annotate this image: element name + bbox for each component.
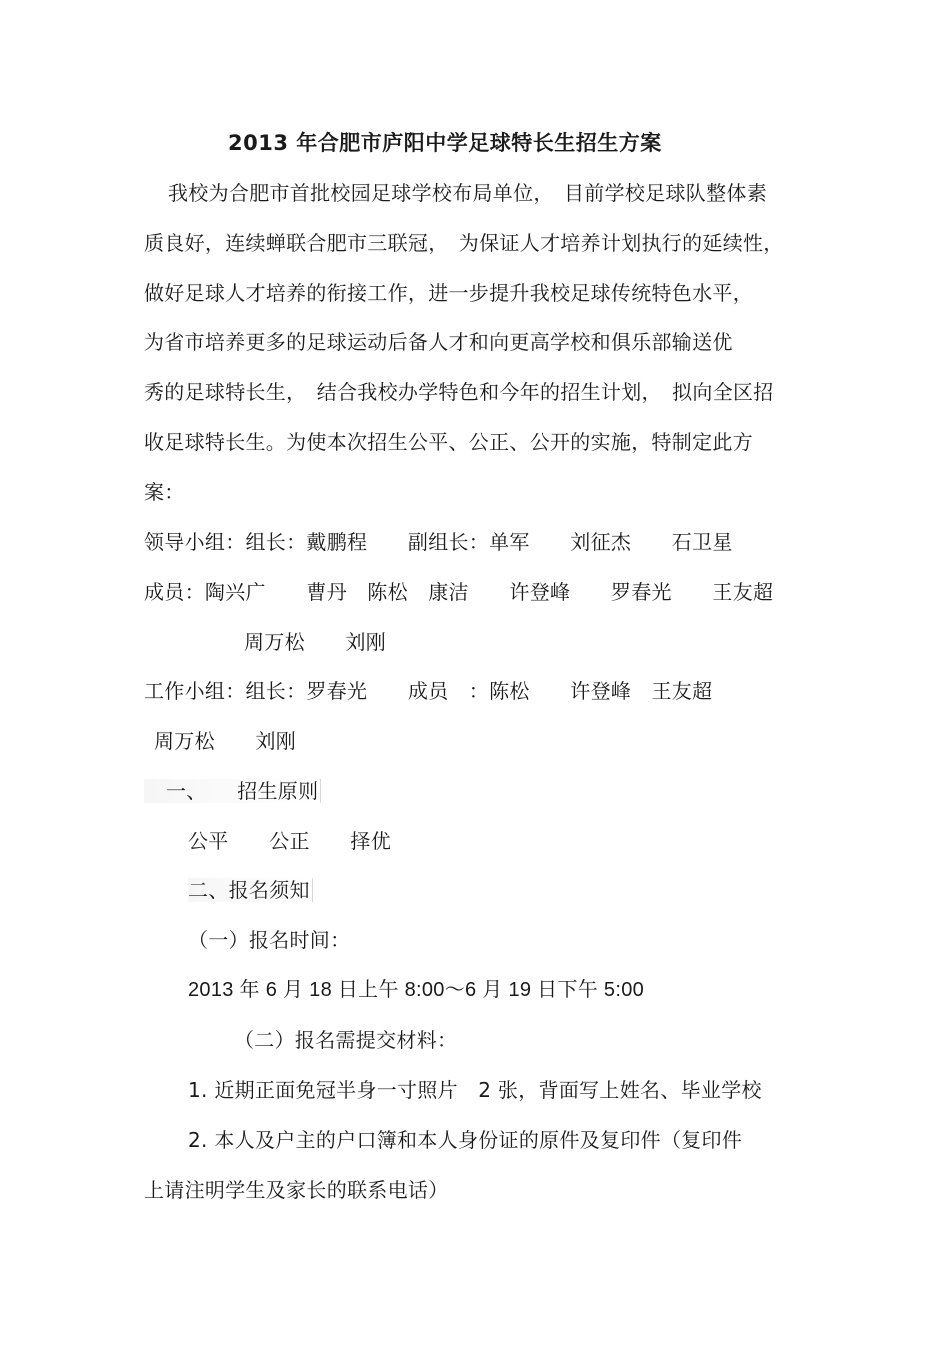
materials-item-2-line-1: 2. 本人及户主的户口簿和本人身份证的原件及复印件（复印件 [188,1128,743,1152]
document-title: 2013 年合肥市庐阳中学足球特长生招生方案 [228,131,662,155]
registration-time: 2013 年 6 月 18 日上午 8:00～6 月 19 日下午 5:00 [188,979,645,1001]
members-line-1: 成员：陶兴广 曹丹 陈松 康洁 许登峰 罗春光 王友超 [144,580,774,604]
materials-heading: （二）报名需提交材料： [234,1028,458,1052]
leadership-group: 领导小组：组长：戴鹏程 副组长：单军 刘征杰 石卫星 [144,530,733,554]
intro-line-4: 为省市培养更多的足球运动后备人才和向更高学校和俱乐部输送优 [144,330,733,354]
section-2-heading: 二、报名须知 [188,878,313,902]
intro-line-6: 收足球特长生。为使本次招生公平、公正、公开的实施，特制定此方 [144,430,753,454]
intro-line-5: 秀的足球特长生， 结合我校办学特色和今年的招生计划， 拟向全区招 [144,380,774,404]
work-group-line-1: 工作小组：组长：罗春光 成员 ：陈松 许登峰 王友超 [144,679,713,703]
registration-time-heading: （一）报名时间： [188,928,351,952]
members-line-2: 周万松 刘刚 [244,630,387,654]
intro-line-1: 我校为合肥市首批校园足球学校布局单位， 目前学校足球队整体素 [168,181,767,205]
intro-line-3: 做好足球人才培养的衔接工作，进一步提升我校足球传统特色水平， [144,281,753,305]
section-1-heading: 一、 招生原则 [144,779,321,803]
materials-item-1: 1. 近期正面免冠半身一寸照片 2 张，背面写上姓名、毕业学校 [188,1078,762,1102]
section-1-content: 公平 公正 择优 [188,829,391,853]
intro-line-7: 案： [144,480,185,504]
materials-item-2-line-2: 上请注明学生及家长的联系电话） [144,1178,449,1202]
work-group-line-2: 周万松 刘刚 [154,729,297,753]
intro-line-2: 质良好，连续蝉联合肥市三联冠， 为保证人才培养计划执行的延续性， [144,231,784,255]
